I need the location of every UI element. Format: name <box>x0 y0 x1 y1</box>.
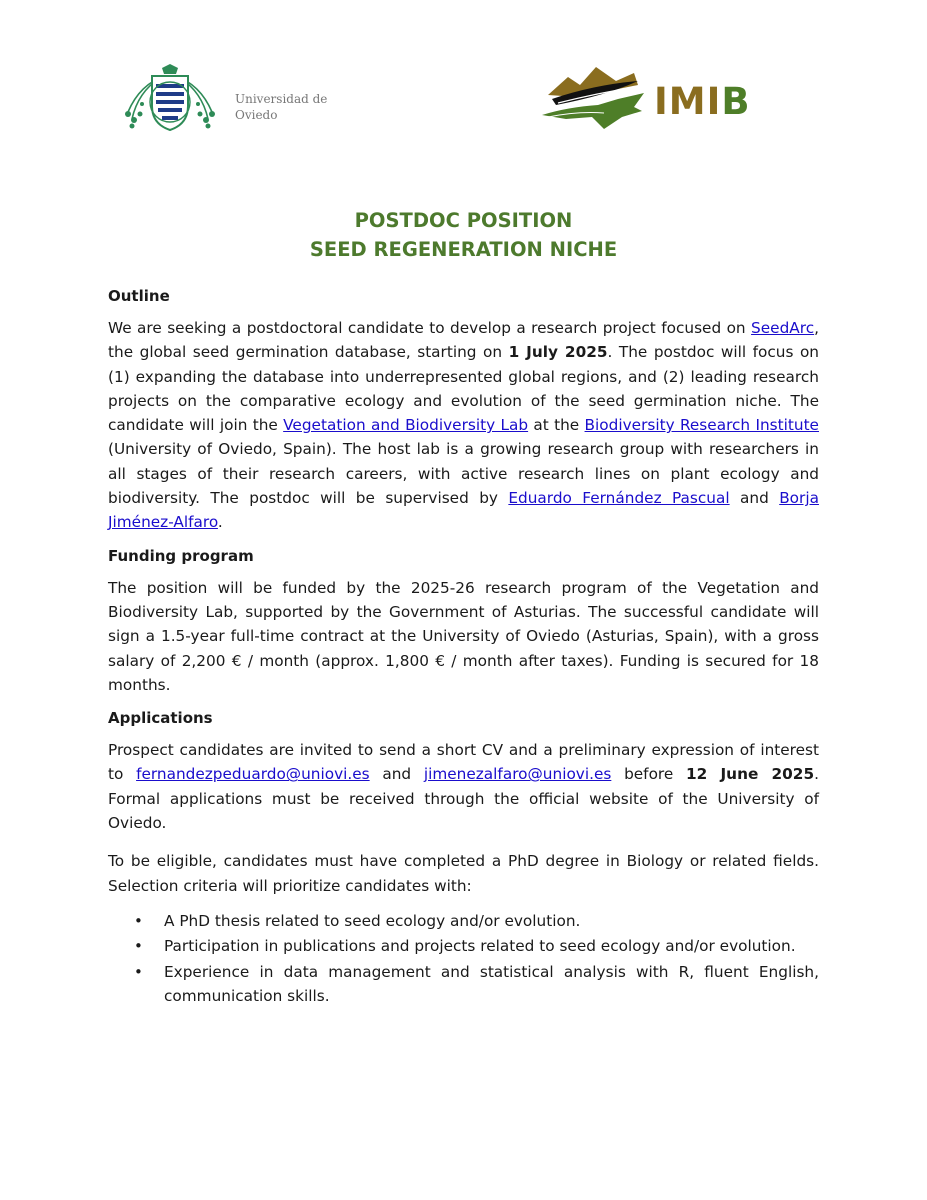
biodiversity-institute-link[interactable]: Biodiversity Research Institute <box>584 416 819 435</box>
supervisor-jimenez-link[interactable]: Borja Jiménez-Alfaro <box>108 489 819 532</box>
email-jimenez-link[interactable]: jimenezalfaro@uniovi.es <box>423 765 612 784</box>
applications-paragraph: Prospect candidates are invited to send a short CV and a preliminary expression of interest to fernandezpeduardo@uniovi.es and jimenezalfaro@uniovi.es before 12 June 2025. Formal applications must be received through the official website of the University of Oviedo. <box>108 741 819 833</box>
deadline-date: 12 June 2025 <box>686 765 815 784</box>
imib-wordmark <box>654 79 751 125</box>
list-item: • Experience in data management and statistical analysis with R, fluent English, communication skills. <box>108 960 819 1009</box>
start-date: 1 July 2025 <box>508 343 608 362</box>
imib-wordmark-part-a: IMI <box>654 80 722 123</box>
university-name <box>235 91 327 123</box>
outline-paragraph: We are seeking a postdoctoral candidate to develop a research project focused on SeedArc, the global seed germination database, starting on 1 July 2025. The postdoc will focus on (1) expanding the database into underrepresented global regions, and (2) leading research projects on the comparative ecology and evolution of the seed germination niche. The candidate will join the Vegetation and Biodiversity Lab at the Biodiversity Research Institute (University of Oviedo, Spain). The host lab is a growing research group with researchers in all stages of their research careers, with active research lines on plant ecology and biodiversity. The postdoc will be supervised by Eduardo Fernández Pascual and Borja Jiménez-Alfaro. <box>108 319 819 532</box>
university-name-line2: Oviedo <box>235 108 278 122</box>
funding-heading: Funding program <box>108 546 254 565</box>
document-body <box>108 284 819 1009</box>
imib-wordmark-part-b: B <box>721 80 751 123</box>
vegetation-lab-link[interactable]: Vegetation and Biodiversity Lab <box>283 416 529 435</box>
title-line1: POSTDOC POSITION <box>354 209 573 232</box>
seedarc-link[interactable]: SeedArc <box>751 319 815 337</box>
list-item: • Participation in publications and projects related to seed ecology and/or evolution. <box>108 934 819 958</box>
supervisor-fernandez-link[interactable]: Eduardo Fernández Pascual <box>508 489 730 508</box>
title-line2: SEED REGENERATION NICHE <box>309 238 618 261</box>
criteria-list <box>108 909 819 1008</box>
university-name-line1: Universidad de <box>235 92 328 106</box>
eligibility-paragraph: To be eligible, candidates must have completed a PhD degree in Biology or related fields. Selection criteria will prioritize candidates with: <box>108 852 819 895</box>
outline-heading: Outline <box>108 287 170 305</box>
list-item: • A PhD thesis related to seed ecology and/or evolution. <box>108 909 819 933</box>
applications-heading: Applications <box>108 709 213 728</box>
funding-paragraph: The position will be funded by the 2025-26 research program of the Vegetation and Biodiversity Lab, supported by the Government of Asturias. The successful candidate will sign a 1.5-year full-time contract at the University of Oviedo (Asturias, Spain), with a gross salary of 2,200 € / month (approx. 1,800 € / month after taxes). Funding is secured for 18 months. <box>108 578 819 694</box>
email-fernandez-link[interactable]: fernandezpeduardo@uniovi.es <box>136 765 370 784</box>
